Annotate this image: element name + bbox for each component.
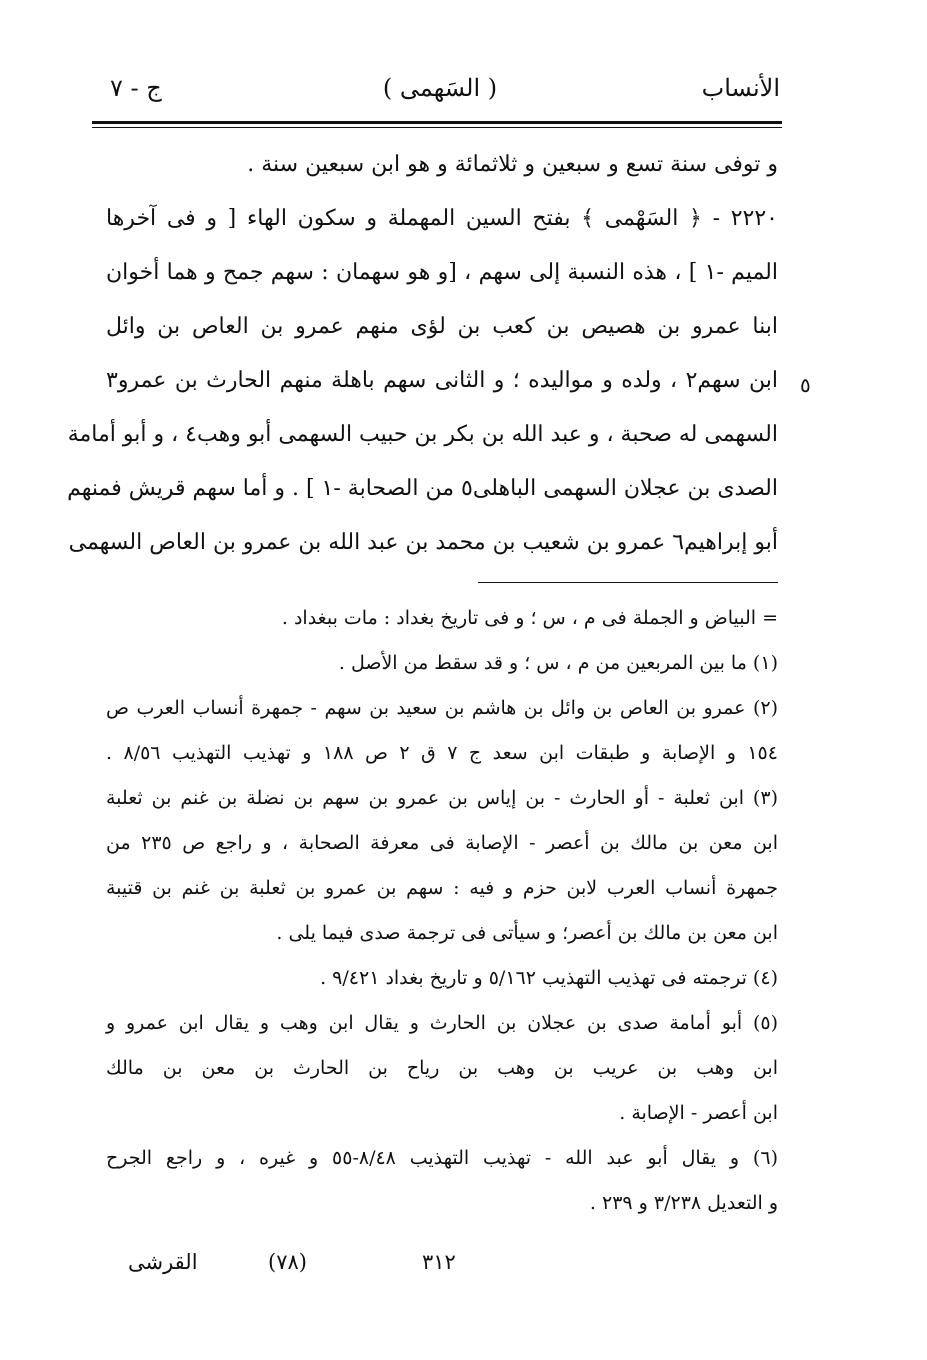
page-header (100, 68, 780, 108)
body-line: الصدى بن عجلان السهمى الباهلى٥ من الصحابة -١ ] . و أما سهم قريش فمنهم (67, 476, 778, 501)
body-line: ابن سهم٢ ، ولده و مواليده ؛ و الثانى سهم باهلة منهم الحارث بن عمرو٣ (106, 368, 778, 393)
footnote-line: ابن أعصر - الإصابة . (619, 1102, 778, 1124)
footnote-line: (٦) و يقال أبو عبد الله - تهذيب التهذيب ٨/٤٨-٥٥ و غيره ، و راجع الجرح (106, 1147, 778, 1169)
body-line: الميم -١ ] ، هذه النسبة إلى سهم ، [و هو سهمان : سهم جمح و هما أخوان (106, 260, 779, 285)
body-line: و توفى سنة تسع و سبعين و ثلاثمائة و هو ابن سبعين سنة . (247, 152, 778, 177)
body-line: ٢٢٢٠ - ﴿ السَهْمى ﴾ بفتح السين المهملة و سكون الهاء [ و فى آخرها (106, 206, 778, 231)
footnote-line: = البياض و الجملة فى م ، س ؛ و فى تاريخ بغداد : مات ببغداد . (281, 607, 778, 629)
header-rule-thin (92, 127, 782, 128)
footnote-line: (١) ما بين المربعين من م ، س ؛ و قد سقط من الأصل . (338, 652, 778, 674)
footnote-line: ابن معن بن مالك بن أعصر؛ و سيأتى فى ترجمة صدى فيما يلى . (276, 922, 778, 944)
footnote-line: ابن وهب بن عريب بن وهب بن رياح بن الحارث بن معن بن مالك (106, 1057, 778, 1079)
header-rule-thick (92, 121, 782, 124)
footnote-line: (٥) أبو أمامة صدى بن عجلان بن الحارث و يقال ابن وهب و يقال ابن عمرو و (106, 1012, 778, 1034)
page-footer (100, 1244, 780, 1280)
footnote-line: ابن معن بن مالك بن أعصر - الإصابة فى معرفة الصحابة ، و راجع ص ٢٣٥ من (106, 832, 778, 854)
footnote-separator (478, 582, 778, 583)
footnote-line: (٣) ابن ثعلبة - أو الحارث - بن إياس بن عمرو بن سهم بن نضلة بن غنم بن ثعلبة (106, 787, 778, 809)
body-line: السهمى له صحبة ، و عبد الله بن بكر بن حبيب السهمى أبو وهب٤ ، و أبو أمامة (67, 422, 778, 447)
body-line: أبو إبراهيم٦ عمرو بن شعيب بن محمد بن عبد الله بن عمرو بن العاص السهمى (68, 530, 778, 555)
footer-sheet-number: (٧٨) (268, 1250, 307, 1274)
footnote-line: جمهرة أنساب العرب لابن حزم و فيه : سهم بن عمرو بن ثعلبة بن غنم بن قتيبة (106, 877, 778, 899)
header-section-title: الأنساب (701, 74, 780, 102)
footnote-line: (٤) ترجمته فى تهذيب التهذيب ٥/١٦٢ و تاريخ بغداد ٩/٤٢١ . (320, 967, 778, 989)
body-line: ابنا عمرو بن هصيص بن كعب بن لؤى منهم عمرو بن العاص بن وائل (106, 314, 778, 339)
footer-signature: القرشى (128, 1250, 198, 1274)
footnote-line: و التعديل ٣/٢٣٨ و ٢٣٩ . (589, 1192, 778, 1214)
footnote-line: ١٥٤ و الإصابة و طبقات ابن سعد ج ٧ ق ٢ ص ١٨٨ و تهذيب التهذيب ٨/٥٦ . (106, 742, 778, 764)
main-text (67, 138, 779, 570)
footnote-line: (٢) عمرو بن العاص بن وائل بن هاشم بن سعيد بن سهم - جمهرة أنساب العرب ص (106, 697, 778, 719)
line-margin-number: ٥ (800, 373, 811, 397)
header-volume: ج - ٧ (110, 74, 162, 102)
footnotes (106, 596, 778, 1226)
header-entry-title: ( السَهمى ) (382, 74, 498, 102)
footer-page-number: ٣١٢ (422, 1250, 456, 1274)
